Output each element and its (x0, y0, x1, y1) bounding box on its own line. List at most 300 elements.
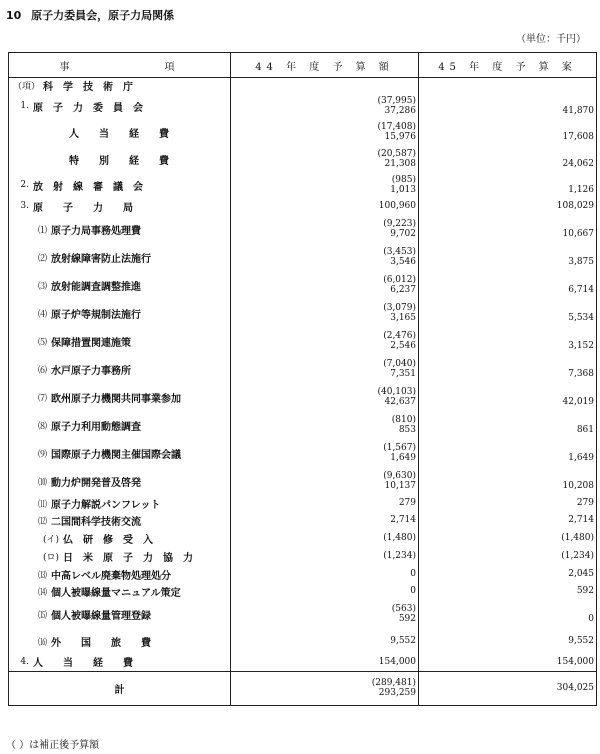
table-row (9, 529, 597, 547)
fy44-revised: (1,567) (383, 443, 416, 453)
item-cell (9, 78, 231, 94)
item-prefix: 3. (20, 201, 29, 211)
total-fy45-value (419, 683, 596, 693)
fy45-value (419, 415, 596, 435)
fy44-cell (231, 215, 419, 243)
item-label: 動力炉開発普及啓発 (51, 477, 141, 489)
fy44-cell (231, 653, 419, 671)
table-row (9, 383, 597, 411)
fy45-cell (419, 119, 597, 145)
fy45-amount: 861 (576, 425, 594, 435)
fy44-amount: 1,013 (390, 185, 416, 195)
fy45-cell (419, 215, 597, 243)
fy45-cell (419, 653, 597, 671)
fy45-cell (419, 565, 597, 583)
fy45-value (419, 443, 596, 463)
fy45-spacer (419, 175, 594, 185)
fy44-cell (231, 629, 419, 653)
fy45-amount: 154,000 (556, 656, 594, 667)
item-name (9, 99, 230, 114)
item-cell (9, 547, 231, 565)
fy44-cell (231, 511, 419, 529)
fy44-value (231, 303, 418, 323)
table-row (9, 565, 597, 583)
item-prefix: ⒀ (37, 570, 47, 581)
fy45-amount: 41,870 (562, 106, 594, 116)
fy45-value (419, 219, 596, 239)
fy45-amount: 2,714 (568, 515, 594, 525)
fy45-cell (419, 411, 597, 439)
item-label: 特 別 経 費 (69, 155, 169, 167)
item-prefix: ⑵ (37, 253, 47, 264)
fy44-value (231, 498, 418, 508)
fy45-amount: 1,649 (568, 453, 594, 463)
item-cell (9, 355, 231, 383)
fy44-amount: 3,165 (390, 313, 416, 323)
table-row (9, 215, 597, 243)
item-cell (9, 565, 231, 583)
fy45-value (419, 303, 596, 323)
item-name (9, 362, 230, 377)
item-cell (9, 411, 231, 439)
fy45-spacer (419, 443, 594, 453)
fy44-amount: 15,976 (384, 132, 416, 142)
table-row (9, 271, 597, 299)
item-label: 人 当 経 費 (33, 658, 133, 670)
item-name (9, 199, 230, 214)
item-name (9, 567, 230, 582)
fy44-revised: (17,408) (377, 122, 416, 132)
fy45-value (419, 331, 596, 351)
table-row (9, 355, 597, 383)
item-name (9, 654, 230, 669)
item-label: 個人被曝線量管理登録 (51, 610, 151, 622)
item-prefix: (ロ) (42, 552, 59, 563)
fy44-revised: (3,453) (383, 247, 416, 257)
fy45-value (419, 247, 596, 267)
item-label: 原子力利用動態調査 (51, 421, 141, 433)
table-row (9, 119, 597, 145)
fy44-revised: (9,630) (383, 471, 416, 481)
fy45-value (419, 569, 596, 579)
fy44-cell (231, 355, 419, 383)
fy44-amount: 37,286 (384, 106, 416, 116)
fy45-spacer (419, 415, 594, 425)
item-prefix: ⑺ (37, 393, 47, 404)
fy44-value (231, 219, 418, 239)
fy44-cell (231, 299, 419, 327)
fy44-value (231, 96, 418, 116)
table-row (9, 653, 597, 671)
item-label: 保障措置関連施策 (51, 337, 131, 349)
page-title: 原子力委員会，原子力局関係 (31, 9, 175, 22)
item-prefix: ⑶ (37, 281, 47, 292)
fy45-spacer (419, 96, 594, 106)
item-name (9, 152, 230, 167)
fy44-cell (231, 173, 419, 197)
item-prefix: ⑻ (37, 421, 47, 432)
item-label: 仏 研 修 受 入 (63, 534, 153, 546)
item-name (9, 549, 230, 564)
item-name (9, 418, 230, 433)
fy44-revised: (810) (391, 415, 416, 425)
fy45-spacer (419, 303, 594, 313)
fy44-revised: (3,079) (383, 303, 416, 313)
fy45-amount: 10,667 (562, 229, 594, 239)
fy44-revised: (985) (391, 175, 416, 185)
fy44-amount: (1,480) (383, 533, 416, 543)
table-row (9, 197, 597, 215)
item-cell (9, 327, 231, 355)
fy44-value (231, 359, 418, 379)
fy44-value (231, 533, 418, 543)
fy45-cell (419, 355, 597, 383)
item-name (9, 531, 230, 546)
fy45-amount: 24,062 (562, 159, 594, 169)
item-prefix: ⒃ (37, 637, 47, 648)
fy45-value (419, 96, 596, 116)
header-row (9, 53, 597, 78)
item-name (9, 390, 230, 405)
fy44-cell (231, 327, 419, 355)
fy44-value (231, 387, 418, 407)
item-cell (9, 271, 231, 299)
table-row (9, 467, 597, 495)
item-prefix: (イ) (42, 534, 59, 545)
fy45-cell (419, 529, 597, 547)
fy44-cell (231, 547, 419, 565)
item-cell (9, 383, 231, 411)
item-name (9, 78, 230, 93)
item-label: 原子力局事務処理費 (51, 225, 141, 237)
fy45-spacer (419, 149, 594, 159)
item-cell (9, 299, 231, 327)
item-cell (9, 629, 231, 653)
fy45-cell (419, 327, 597, 355)
total-fy45-amount: 304,025 (556, 683, 594, 693)
fy44-revised: (2,476) (383, 331, 416, 341)
fy44-cell (231, 383, 419, 411)
item-label: 科 学 技 術 庁 (43, 82, 133, 93)
fy45-amount: 279 (576, 498, 594, 508)
fy45-value (419, 471, 596, 491)
fy44-amount: 6,237 (390, 285, 416, 295)
fy45-amount: 9,552 (568, 636, 594, 646)
item-label: 原子炉等規制法施行 (51, 309, 141, 321)
fy44-value (231, 515, 418, 525)
fy45-cell (419, 78, 597, 94)
item-label: 放射線障害防止法施行 (51, 253, 151, 265)
item-cell (9, 93, 231, 119)
fy44-value (231, 569, 418, 579)
fy45-value (419, 533, 596, 543)
fy44-revised: (9,223) (383, 219, 416, 229)
fy44-value (231, 586, 418, 596)
fy45-value (419, 149, 596, 169)
fy44-revised: (6,012) (383, 275, 416, 285)
fy44-cell (231, 271, 419, 299)
fy45-amount: 6,714 (568, 285, 594, 295)
item-label: 水戸原子力事務所 (51, 365, 131, 377)
fy45-amount: 10,208 (562, 481, 594, 491)
item-cell (9, 439, 231, 467)
fy44-cell (231, 565, 419, 583)
fy45-cell (419, 511, 597, 529)
total-fy44-cell (231, 671, 419, 705)
fy45-value (419, 359, 596, 379)
fy45-spacer (419, 471, 594, 481)
fy45-amount: 592 (576, 586, 594, 596)
fy44-cell (231, 93, 419, 119)
item-cell (9, 119, 231, 145)
fy44-value (231, 415, 418, 435)
fy44-cell (231, 599, 419, 629)
fy44-amount: 0 (410, 569, 416, 579)
item-label: 国際原子力機関主催国際会議 (51, 449, 181, 461)
item-prefix: ⑽ (37, 477, 47, 488)
fy45-cell (419, 145, 597, 173)
item-name (9, 222, 230, 237)
fy45-cell (419, 583, 597, 599)
fy45-amount: 5,534 (568, 313, 594, 323)
fy45-spacer (419, 331, 594, 341)
item-prefix: （項） (13, 82, 41, 92)
fy44-cell (231, 243, 419, 271)
fy44-cell (231, 197, 419, 215)
fy45-cell (419, 93, 597, 119)
fy44-value (231, 471, 418, 491)
total-fy44-value (231, 678, 418, 698)
fy45-cell (419, 197, 597, 215)
item-cell (9, 653, 231, 671)
fy45-value (419, 551, 596, 561)
table-row (9, 439, 597, 467)
table-row (9, 93, 597, 119)
item-name (9, 474, 230, 489)
fy44-cell (231, 495, 419, 511)
item-prefix: 4. (20, 656, 29, 667)
fy44-value (231, 331, 418, 351)
table-row (9, 78, 597, 94)
fy44-cell (231, 119, 419, 145)
fy44-cell (231, 411, 419, 439)
fy44-value (231, 275, 418, 295)
header-item: 事 項 (9, 53, 231, 78)
fy44-amount: 154,000 (378, 656, 416, 667)
fy45-cell (419, 243, 597, 271)
item-name (9, 306, 230, 321)
fy45-value (419, 498, 596, 508)
fy44-amount: 9,552 (390, 636, 416, 646)
page-heading (6, 7, 174, 23)
item-label: 個人被曝線量マニュアル策定 (51, 587, 181, 599)
fy45-value (419, 201, 596, 211)
fy45-amount: 108,029 (556, 201, 594, 211)
fy44-value (231, 247, 418, 267)
fy45-value (419, 122, 596, 142)
footnote: （ ）は補正後予算額 (6, 740, 100, 751)
table-row (9, 547, 597, 565)
item-cell (9, 215, 231, 243)
fy45-cell (419, 173, 597, 197)
fy45-amount: 0 (588, 614, 594, 624)
fy44-amount: 7,351 (390, 369, 416, 379)
item-cell (9, 495, 231, 511)
table-row (9, 327, 597, 355)
total-fy44-amount: 293,259 (378, 688, 416, 698)
item-cell (9, 511, 231, 529)
fy45-cell (419, 467, 597, 495)
fy45-cell (419, 271, 597, 299)
table-row (9, 411, 597, 439)
fy45-spacer (419, 219, 594, 229)
fy44-amount: 853 (398, 425, 416, 435)
table-row (9, 299, 597, 327)
fy45-amount: 7,368 (568, 369, 594, 379)
item-label: 放 射 線 審 議 会 (33, 181, 143, 193)
item-label: 人 当 経 費 (69, 128, 169, 140)
fy45-spacer (419, 604, 594, 614)
item-cell (9, 467, 231, 495)
table-row (9, 629, 597, 653)
item-cell (9, 173, 231, 197)
item-name (9, 334, 230, 349)
fy44-value (231, 657, 418, 667)
fy44-cell (231, 467, 419, 495)
item-name (9, 278, 230, 293)
item-cell (9, 243, 231, 271)
fy45-value (419, 515, 596, 525)
item-name (9, 607, 230, 622)
item-name (9, 446, 230, 461)
table-row (9, 173, 597, 197)
fy45-spacer (419, 275, 594, 285)
header-fy45: 45 年 度 予 算 案 (419, 53, 597, 78)
item-prefix: ⑸ (37, 337, 47, 348)
page-number: 10 (6, 9, 22, 22)
table-row (9, 495, 597, 511)
item-name (9, 634, 230, 649)
fy44-amount: (1,234) (383, 551, 416, 561)
fy44-revised: (563) (391, 604, 416, 614)
fy44-value (231, 443, 418, 463)
fy45-value (419, 604, 596, 624)
item-prefix: 1. (20, 101, 29, 111)
item-label: 原 子 力 委 員 会 (33, 102, 143, 114)
fy45-value (419, 586, 596, 596)
total-row (9, 671, 597, 705)
item-prefix: ⑼ (37, 449, 47, 460)
fy45-cell (419, 547, 597, 565)
fy45-spacer (419, 359, 594, 369)
unit-label: （単位：千円） (516, 34, 586, 45)
item-prefix: ⒂ (37, 610, 47, 621)
fy44-amount: 42,637 (384, 397, 416, 407)
table-row (9, 599, 597, 629)
fy45-amount: 42,019 (562, 397, 594, 407)
fy44-cell (231, 78, 419, 94)
item-label: 外 国 旅 費 (51, 637, 151, 649)
item-name (9, 125, 230, 140)
fy45-amount: 3,152 (568, 341, 594, 351)
fy44-amount: 0 (410, 586, 416, 596)
table-row (9, 145, 597, 173)
fy45-amount: 17,608 (562, 132, 594, 142)
fy45-amount: (1,234) (561, 551, 594, 561)
item-name (9, 178, 230, 193)
item-label: 中高レベル廃棄物処理処分 (51, 570, 171, 582)
fy44-revised: (40,103) (377, 387, 416, 397)
fy44-amount: 279 (398, 498, 416, 508)
fy44-value (231, 175, 418, 195)
fy44-amount: 3,546 (390, 257, 416, 267)
item-label: 欧州原子力機関共同事業参加 (51, 393, 181, 405)
total-label: 計 (114, 684, 125, 696)
fy45-cell (419, 599, 597, 629)
fy44-value (231, 122, 418, 142)
fy44-amount: 592 (398, 614, 416, 624)
fy44-amount: 1,649 (390, 453, 416, 463)
item-prefix: 2. (20, 180, 29, 190)
fy45-value (419, 657, 596, 667)
fy45-amount: (1,480) (561, 533, 594, 543)
fy44-cell (231, 145, 419, 173)
fy44-amount: 100,960 (378, 201, 416, 211)
fy45-spacer (419, 122, 594, 132)
fy44-value (231, 201, 418, 211)
fy45-value (419, 387, 596, 407)
fy44-value (231, 636, 418, 646)
item-label: 日 米 原 子 力 協 力 (63, 552, 193, 564)
fy44-amount: 2,714 (390, 515, 416, 525)
budget-table (8, 52, 597, 706)
item-label: 放射能調査調整推進 (51, 281, 141, 293)
item-name (9, 250, 230, 265)
item-prefix: ⑹ (37, 365, 47, 376)
fy44-cell (231, 439, 419, 467)
fy45-value (419, 636, 596, 646)
item-label: 原 子 力 局 (33, 202, 133, 214)
fy44-amount: 10,137 (384, 481, 416, 491)
fy45-spacer (419, 247, 594, 257)
fy44-cell (231, 583, 419, 599)
table-row (9, 511, 597, 529)
item-cell (9, 145, 231, 173)
fy44-revised: (37,995) (377, 96, 416, 106)
fy44-revised: (20,587) (377, 149, 416, 159)
item-prefix: ⑾ (37, 499, 47, 510)
fy44-value (231, 551, 418, 561)
fy44-revised: (7,040) (383, 359, 416, 369)
total-label-cell (9, 671, 231, 705)
item-cell (9, 583, 231, 599)
fy45-cell (419, 439, 597, 467)
fy45-amount: 1,126 (568, 185, 594, 195)
fy44-value (231, 604, 418, 624)
fy44-value (231, 149, 418, 169)
fy44-amount: 9,702 (390, 229, 416, 239)
item-cell (9, 599, 231, 629)
fy45-cell (419, 299, 597, 327)
fy45-value (419, 275, 596, 295)
item-name (9, 513, 230, 528)
item-prefix: ⑷ (37, 309, 47, 320)
item-cell (9, 529, 231, 547)
item-label: 原子力解説パンフレット (51, 499, 161, 511)
header-fy44: 44 年 度 予 算 額 (231, 53, 419, 78)
item-cell (9, 197, 231, 215)
fy45-value (419, 175, 596, 195)
